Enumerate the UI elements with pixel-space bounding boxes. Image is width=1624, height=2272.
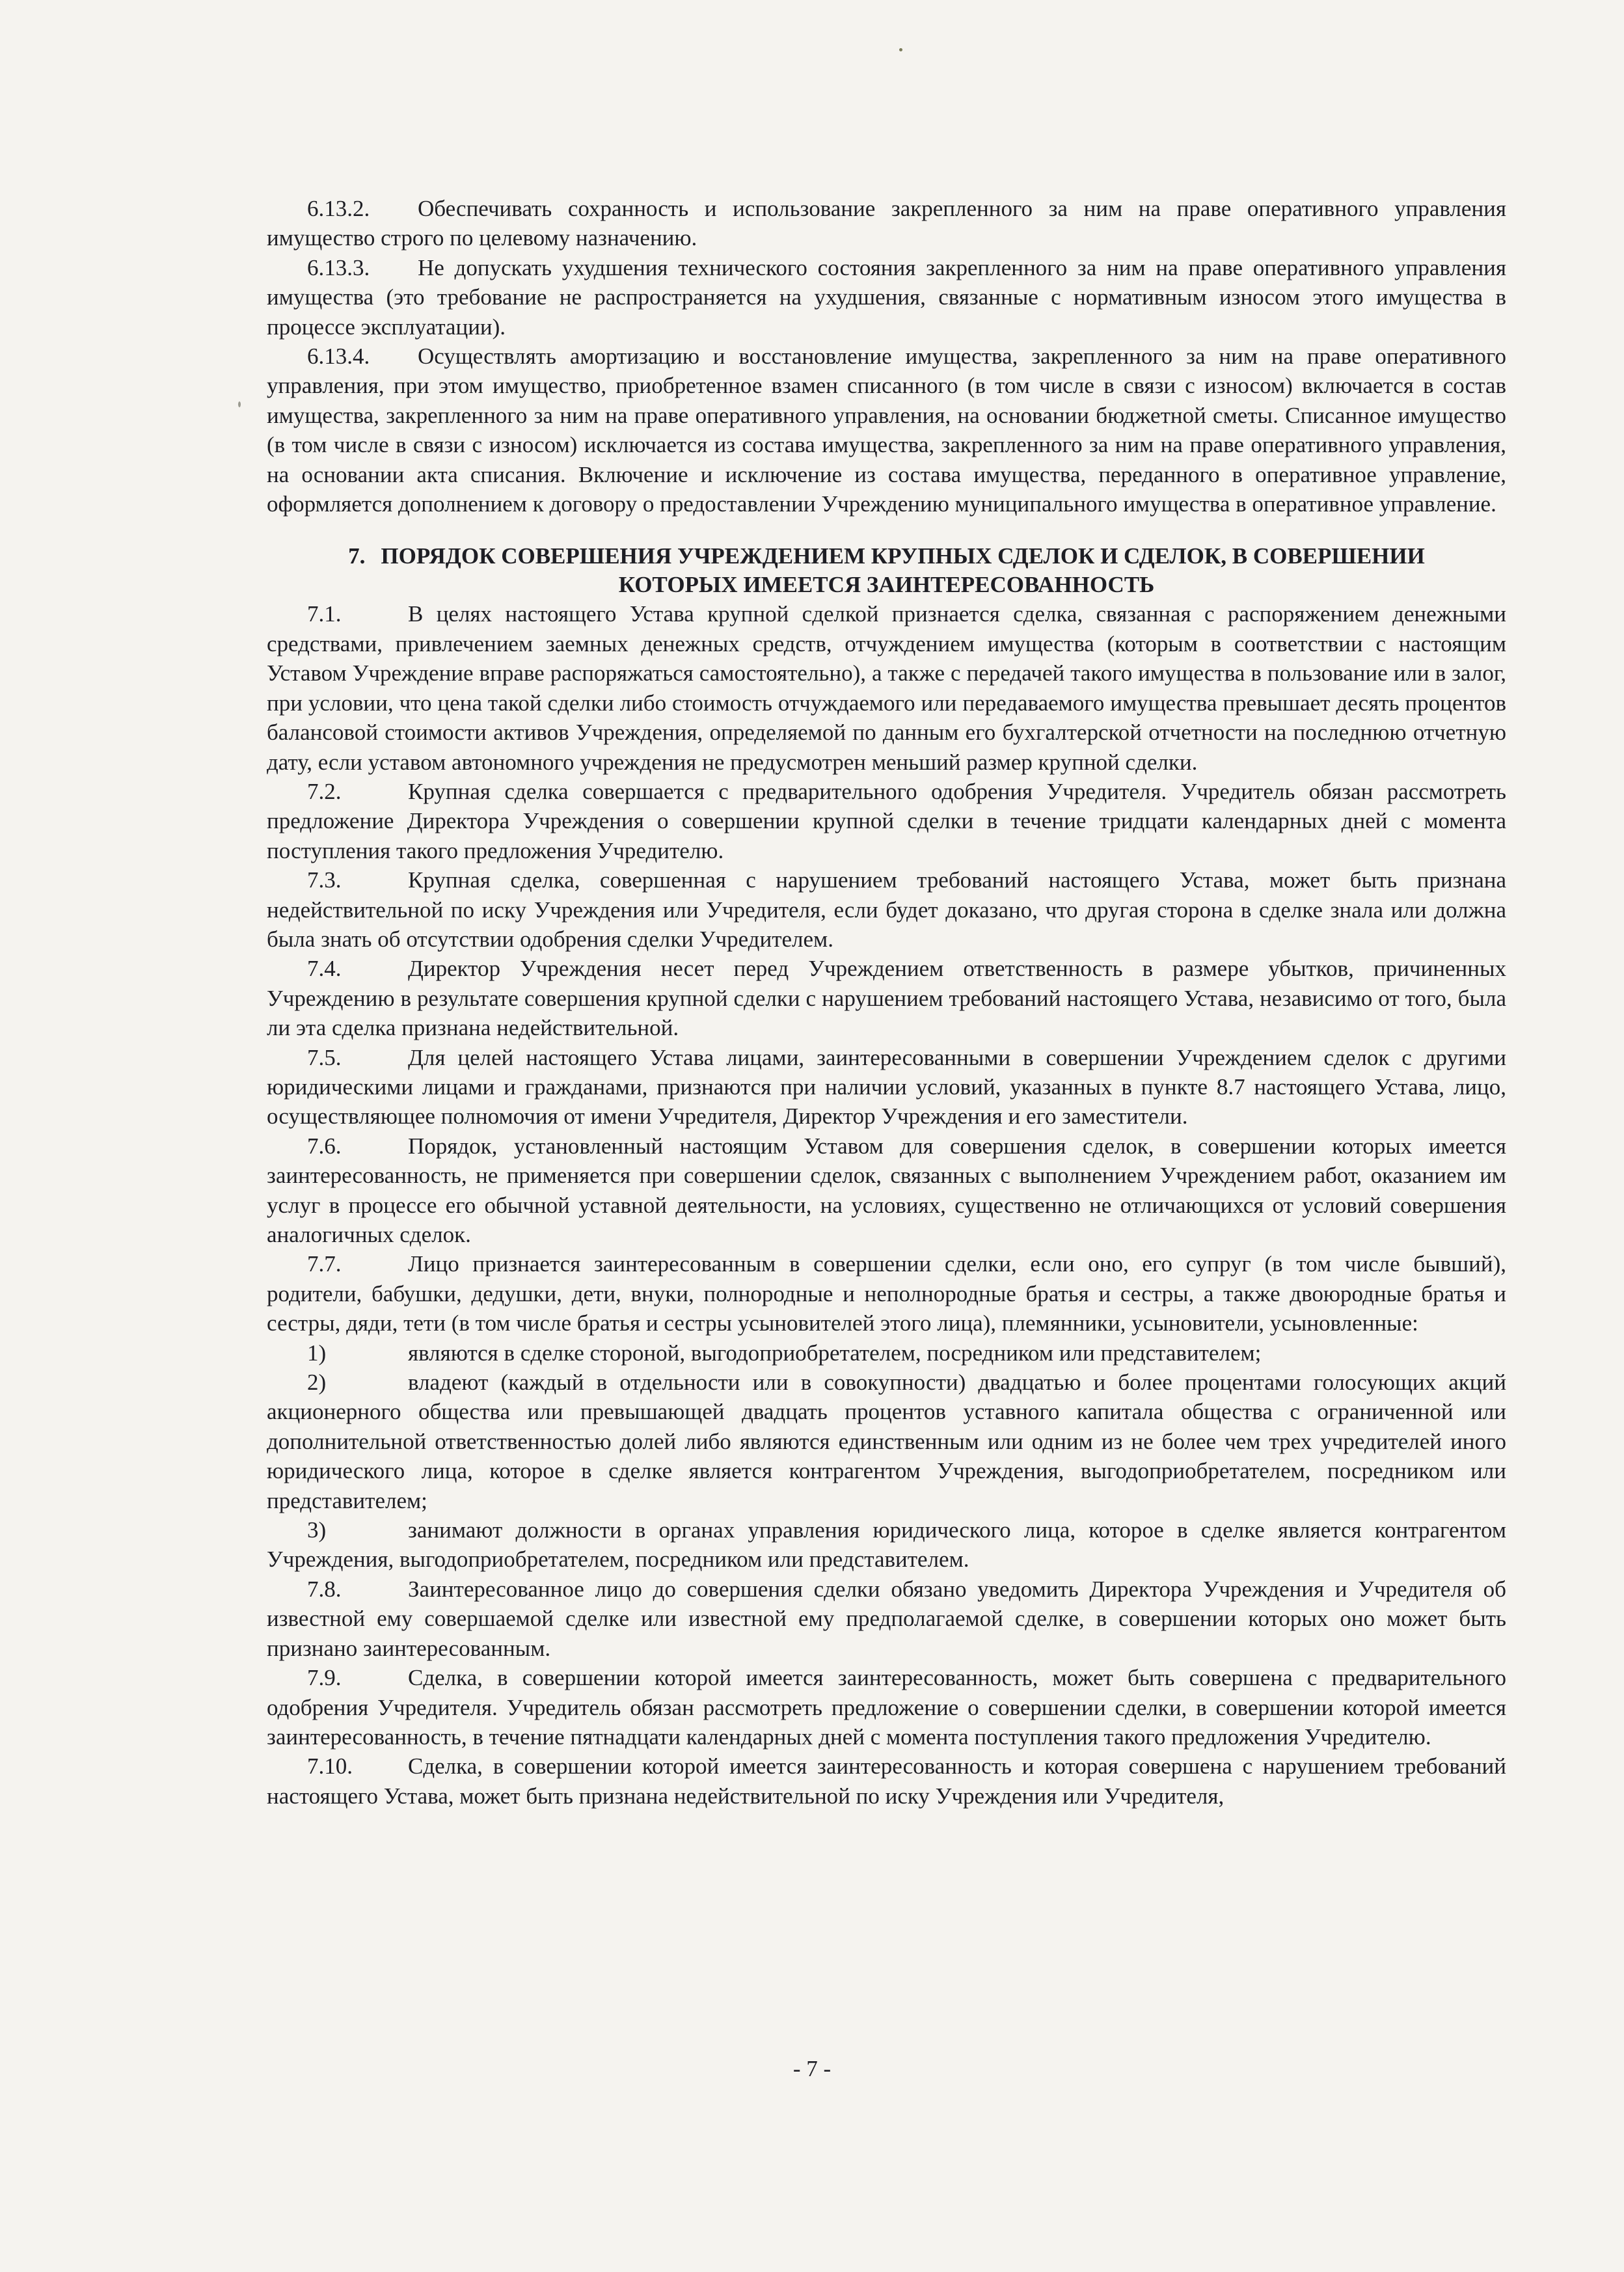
clause-text: Сделка, в совершении которой имеется заинтересованность, может быть совершена с предварительного одобрения Учредителя. Учредитель обязан рассмотреть предложение о совершении сделки, в совершении которой имеется заинтересованность, в течение пятнадцати календарных дней с момента поступления такого предложения Учредителю. (267, 1665, 1506, 1750)
clause-text: Не допускать ухудшения технического состояния закрепленного за ним на праве оперативного управления имущества (это требование не распространяется на ухудшения, связанные с нормативным износом этого имущества в процессе эксплуатации). (267, 254, 1506, 340)
list-item (267, 1368, 1506, 1515)
clause-text: Порядок, установленный настоящим Уставом для совершения сделок, в совершении которых имеется заинтересованность, не применяется при совершении сделок, связанных с выполнением Учреждением работ, оказанием им услуг в процессе его обычной уставной деятельности, на условиях, существенно не отличающихся от условий совершения аналогичных сделок. (267, 1133, 1506, 1247)
clause-number: 3) (307, 1517, 327, 1543)
clause-number: 7.9. (307, 1665, 342, 1691)
clause-number: 6.13.2. (307, 196, 370, 221)
clause-paragraph (267, 865, 1506, 954)
clause-paragraph (267, 1751, 1506, 1811)
list-item (267, 1338, 1506, 1368)
clause-paragraph (267, 1575, 1506, 1663)
clause-paragraph (267, 1043, 1506, 1131)
clause-text: занимают должности в органах управления юридического лица, которое в сделке является контрагентом Учреждения, выгодоприобретателем, посредником или представителем. (267, 1517, 1506, 1573)
section-number: 7. (348, 543, 366, 569)
clause-paragraph (267, 194, 1506, 253)
clause-number: 6.13.4. (307, 344, 370, 370)
clause-text: Обеспечивать сохранность и использование закрепленного за ним на праве оперативного управления имущество строго по целевому назначению. (267, 196, 1506, 251)
clause-paragraph (267, 954, 1506, 1042)
section-heading (267, 542, 1506, 599)
clause-paragraph (267, 777, 1506, 865)
clause-number: 7.7. (307, 1251, 342, 1277)
clause-number: 1) (307, 1340, 327, 1366)
clause-text: Директор Учреждения несет перед Учреждением ответственность в размере убытков, причиненных Учреждению в результате совершения крупной сделки с нарушением требований настоящего Устава, независимо от того, была ли эта сделка признана недействительной. (267, 956, 1506, 1041)
clause-text: Крупная сделка совершается с предварительного одобрения Учредителя. Учредитель обязан рассмотреть предложение Директора Учреждения о совершении крупной сделки в течение тридцати календарных дней с момента поступления такого предложения Учредителю. (267, 778, 1506, 863)
clause-number: 7.4. (307, 956, 342, 982)
clause-number: 7.6. (307, 1133, 342, 1159)
clause-paragraph (267, 1131, 1506, 1250)
clause-text: Осуществлять амортизацию и восстановление имущества, закрепленного за ним на праве оперативного управления, при этом имущество, приобретенное взамен списанного (в том числе в связи с износом) включается в состав имущества, закрепленного за ним на праве оперативного управления, на основании бюджетной сметы. Списанное имущество (в том числе в связи с износом) исключается из состава имущества, закрепленного за ним на праве оперативного управления, на основании акта списания. Включение и исключение из состава имущества, переданного в оперативное управление, оформляется дополнением к договору о предоставлении Учреждению муниципального имущества в оперативное управление. (267, 344, 1506, 517)
section-paragraphs (267, 599, 1506, 1811)
clause-number: 7.8. (307, 1576, 342, 1602)
clause-text: являются в сделке стороной, выгодоприобретателем, посредником или представителем; (408, 1340, 1262, 1366)
clause-number: 6.13.3. (307, 254, 370, 280)
clause-text: В целях настоящего Устава крупной сделкой признается сделка, связанная с распоряжением денежными средствами, привлечением заемных денежных средств, отчуждением имущества (которым в соответствии с настоящим Уставом Учреждение вправе распоряжаться самостоятельно), а также с передачей такого имущества в пользование или в залог, при условии, что цена такой сделки либо стоимость отчуждаемого или передаваемого имущества превышает десять процентов балансовой стоимости активов Учреждения, определяемой по данным его бухгалтерской отчетности на последнюю отчетную дату, если уставом автономного учреждения не предусмотрен меньший размер крупной сделки. (267, 601, 1506, 775)
clause-paragraph (267, 253, 1506, 342)
clause-number: 7.10. (307, 1753, 353, 1779)
clause-paragraph (267, 599, 1506, 776)
clause-text: Для целей настоящего Устава лицами, заинтересованными в совершении Учреждением сделок с другими юридическими лицами и гражданами, признаются при наличии условий, указанных в пункте 8.7 настоящего Устава, лицо, осуществляющее полномочия от имени Учредителя, Директор Учреждения и его заместители. (267, 1044, 1506, 1129)
clause-text: Сделка, в совершении которой имеется заинтересованность и которая совершена с нарушением требований настоящего Устава, может быть признана недействительной по иску Учреждения или Учредителя, (267, 1753, 1506, 1809)
clause-number: 7.2. (307, 778, 342, 804)
top-paragraphs (267, 194, 1506, 519)
clause-text: Крупная сделка, совершенная с нарушением требований настоящего Устава, может быть признана недействительной по иску Учреждения или Учредителя, если будет доказано, что другая сторона в сделке знала или должна была знать об отсутствии одобрения сделки Учредителем. (267, 867, 1506, 952)
clause-paragraph (267, 1249, 1506, 1338)
clause-text: владеют (каждый в отдельности или в совокупности) двадцатью и более процентами голосующих акций акционерного общества или превышающей двадцать процентов уставного капитала общества с ограниченной или дополнительной ответственностью долей либо являются единственным или одним из не более чем трех учредителей иного юридического лица, которое в сделке является контрагентом Учреждения, выгодоприобретателем, посредником или представителем; (267, 1370, 1506, 1513)
clause-number: 7.1. (307, 601, 342, 627)
clause-number: 7.5. (307, 1044, 342, 1070)
clause-paragraph (267, 1663, 1506, 1751)
clause-number: 2) (307, 1370, 327, 1396)
clause-paragraph (267, 342, 1506, 519)
list-item (267, 1515, 1506, 1575)
clause-text: Лицо признается заинтересованным в совершении сделки, если оно, его супруг (в том числе бывший), родители, бабушки, дедушки, дети, внуки, полнородные и неполнородные братья и сестры, а также двоюродные братья и сестры, дяди, тети (в том числе братья и сестры усыновителей этого лица), племянники, усыновители, усыновленные: (267, 1251, 1506, 1336)
section-title-line1: ПОРЯДОК СОВЕРШЕНИЯ УЧРЕЖДЕНИЕМ КРУПНЫХ СДЕЛОК И СДЕЛОК, В СОВЕРШЕНИИ (381, 543, 1425, 569)
clause-text: Заинтересованное лицо до совершения сделки обязано уведомить Директора Учреждения и Учредителя об известной ему совершаемой сделке или известной ему предполагаемой сделке, в совершении которых оно может быть признано заинтересованным. (267, 1576, 1506, 1661)
section-title-line2: КОТОРЫХ ИМЕЕТСЯ ЗАИНТЕРЕСОВАННОСТЬ (618, 572, 1155, 598)
document-body (267, 194, 1506, 1811)
scan-speck (238, 401, 241, 407)
clause-number: 7.3. (307, 867, 342, 893)
scan-speck (899, 48, 902, 51)
page-number: - 7 - (792, 2056, 832, 2081)
